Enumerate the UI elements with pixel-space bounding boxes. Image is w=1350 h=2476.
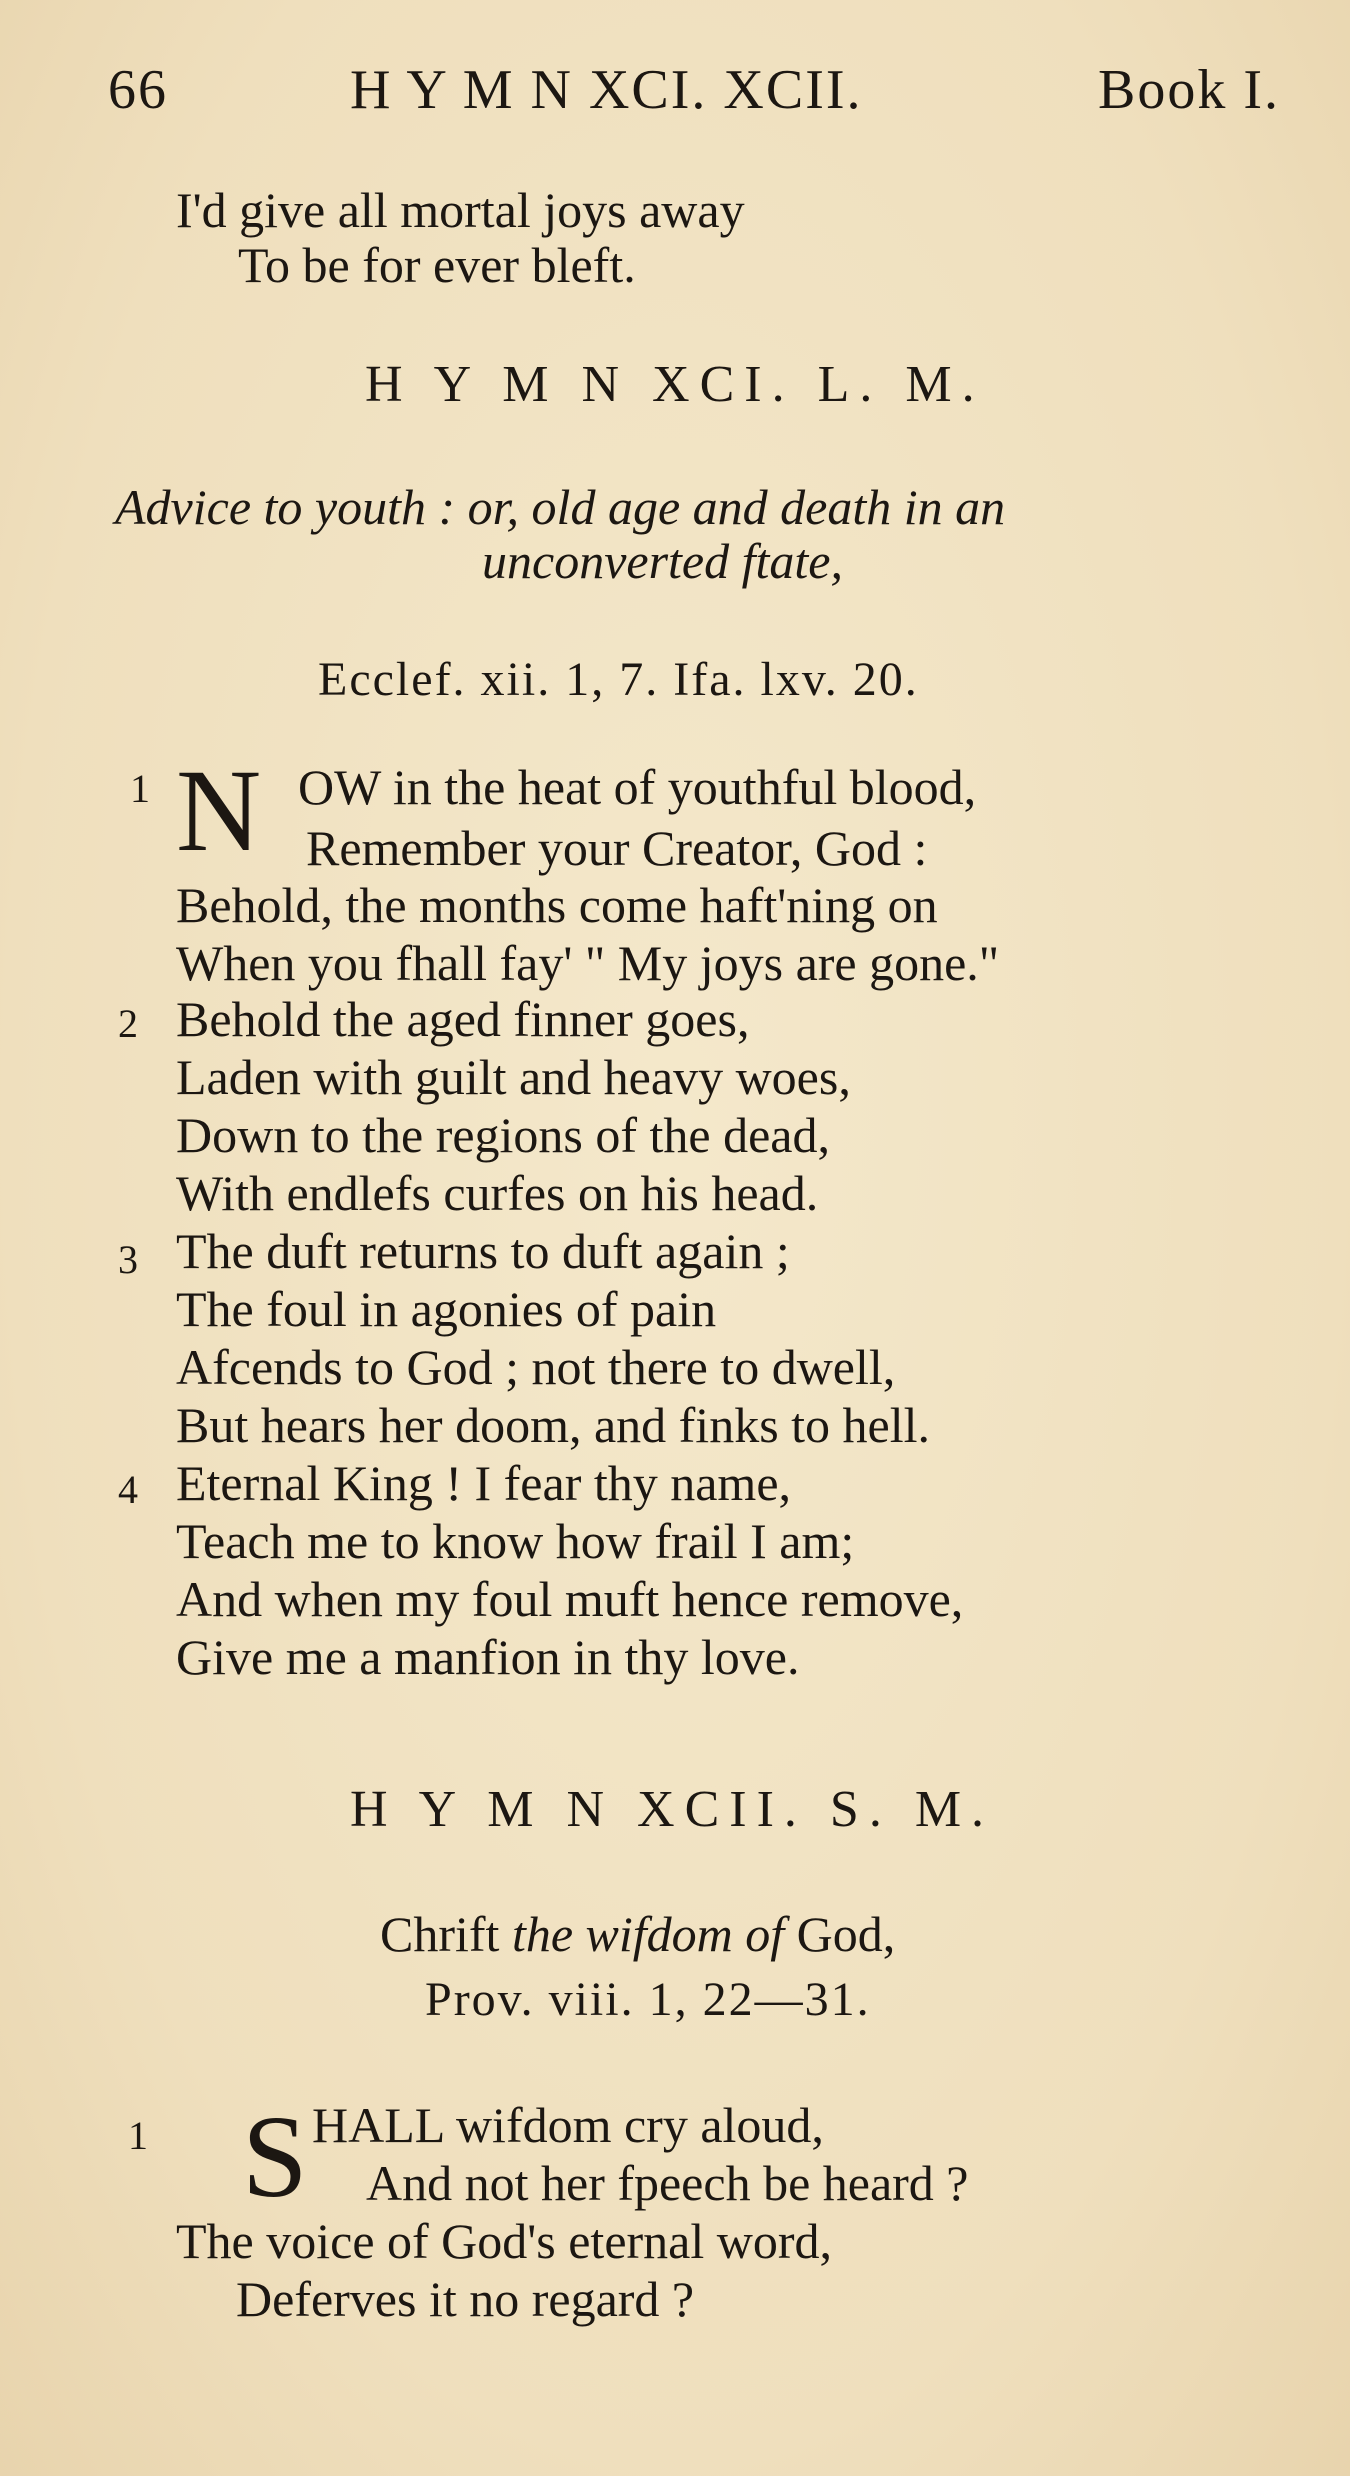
hymn-92-reference: Prov. viii. 1, 22—31. — [425, 1973, 871, 2026]
hymn-91-line: Teach me to know how frail I am; — [176, 1513, 855, 1569]
page-number: 66 — [108, 59, 168, 121]
hymn-91-line: Eternal King ! I fear thy name, — [176, 1455, 792, 1511]
hymn-91-line: The foul in agonies of pain — [176, 1281, 717, 1337]
hymn-91-dropcap: N — [176, 745, 262, 876]
verse-number-2: 2 — [118, 1001, 138, 1046]
hymn-91-line: OW in the heat of youthful blood, — [298, 759, 977, 815]
hymn-92-line: And not her fpeech be heard ? — [366, 2155, 969, 2211]
carryover-line-2: To be for ever bleft. — [238, 237, 636, 293]
hymn-91-line: With endlefs curfes on his head. — [176, 1165, 819, 1221]
hymn-91-title: H Y M N XCI. L. M. — [365, 356, 985, 413]
hymn-91-line: When you fhall fay' " My joys are gone." — [176, 935, 1000, 991]
carryover-line-1: I'd give all mortal joys away — [176, 182, 745, 238]
hymn-92-line: HALL wifdom cry aloud, — [312, 2097, 824, 2153]
verse-number-1: 1 — [128, 2113, 148, 2158]
verse-number-4: 4 — [118, 1467, 138, 1512]
verse-number-1: 1 — [130, 766, 150, 811]
hymn-92-line: Deferves it no regard ? — [236, 2271, 695, 2327]
hymn-91-line: Remember your Creator, God : — [306, 820, 928, 876]
hymn-92-line: The voice of God's eternal word, — [176, 2213, 833, 2269]
hymn-91-line: Down to the regions of the dead, — [176, 1107, 831, 1163]
hymn-91-line: Behold, the months come haft'ning on — [176, 877, 938, 933]
book-label: Book I. — [1098, 59, 1280, 121]
hymn-92-subtitle-a: Chrift — [380, 1906, 500, 1962]
hymn-91-reference: Ecclef. xii. 1, 7. Ifa. lxv. 20. — [318, 653, 919, 706]
hymn-91-line: The duft returns to duft again ; — [176, 1223, 790, 1279]
running-title: H Y M N XCI. XCII. — [350, 59, 863, 121]
hymn-91-subtitle-1: Advice to youth : or, old age and death in an — [115, 479, 1006, 535]
hymn-91-line: Laden with guilt and heavy woes, — [176, 1049, 851, 1105]
hymn-91-line: Behold the aged finner goes, — [176, 991, 750, 1047]
hymn-92-dropcap: S — [242, 2091, 308, 2222]
hymn-92-title: H Y M N XCII. S. M. — [350, 1781, 995, 1838]
hymn-91-line: And when my foul muft hence remove, — [176, 1571, 964, 1627]
hymn-91-subtitle-2: unconverted ftate, — [482, 533, 843, 589]
hymn-91-line: Give me a manfion in thy love. — [176, 1629, 800, 1685]
hymn-92-subtitle-b: the wifdom of — [511, 1906, 785, 1962]
hymn-92-subtitle — [380, 1905, 895, 1963]
verse-number-3: 3 — [118, 1237, 138, 1282]
hymn-91-line: But hears her doom, and finks to hell. — [176, 1397, 931, 1453]
hymn-91-line: Afcends to God ; not there to dwell, — [176, 1339, 896, 1395]
hymn-92-subtitle-c: God, — [796, 1906, 896, 1962]
